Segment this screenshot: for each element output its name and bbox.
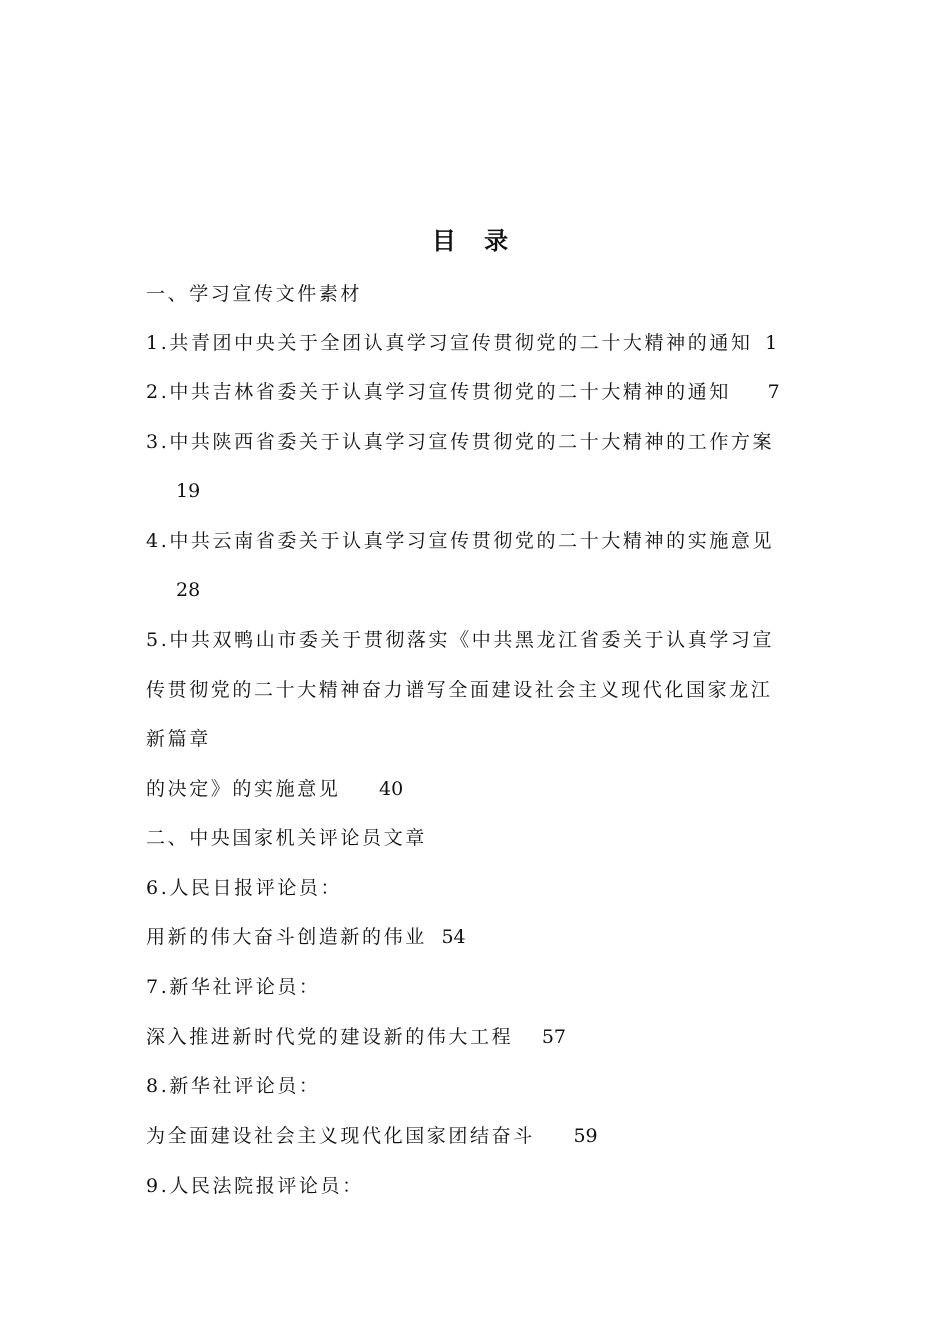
toc-entry-3: 3.中共陕西省委关于认真学习宣传贯彻党的二十大精神的工作方案: [146, 431, 775, 453]
toc-page-number-3: [176, 477, 200, 505]
toc-entry-text: 深入推进新时代党的建设新的伟大工程: [146, 1026, 514, 1048]
section-heading-1: 一、学习宣传文件素材: [146, 283, 363, 305]
section-heading-2: 二、中央国家机关评论员文章: [146, 827, 427, 849]
toc-entry-6-author: 6.人民日报评论员：: [146, 877, 343, 899]
toc-entry-8-author: 8.新华社评论员：: [146, 1075, 321, 1097]
toc-entry-text: 为全面建设社会主义现代化国家团结奋斗: [146, 1125, 535, 1147]
toc-entry-5-line-1: 5.中共双鸭山市委关于贯彻落实《中共黑龙江省委关于认真学习宣: [146, 629, 775, 651]
toc-entry-text: 1.共青团中央关于全团认真学习宣传贯彻党的二十大精神的通知: [146, 332, 753, 354]
toc-title: 目 录: [431, 226, 519, 255]
toc-entry-7: [146, 1023, 566, 1051]
toc-entry-text: 2.中共吉林省委关于认真学习宣传贯彻党的二十大精神的通知: [146, 381, 731, 403]
toc-entry-1: [146, 329, 777, 357]
toc-entry-4: 4.中共云南省委关于认真学习宣传贯彻党的二十大精神的实施意见: [146, 530, 775, 552]
toc-entry-5-line-4: [146, 775, 403, 803]
toc-page-number: 40: [379, 778, 404, 800]
toc-page-number: 57: [541, 1026, 567, 1048]
toc-entry-5-line-2: 传贯彻党的二十大精神奋力谱写全面建设社会主义现代化国家龙江: [146, 679, 773, 701]
toc-page-number-4: [176, 576, 200, 604]
toc-page-number: 1: [765, 332, 778, 354]
toc-entry-5-line-3: 新篇章: [146, 728, 211, 750]
toc-page-number: 7: [767, 381, 780, 403]
toc-entry-text: 的决定》的实施意见: [146, 778, 341, 800]
toc-page-number: 54: [441, 926, 466, 948]
toc-page-number: 28: [176, 579, 201, 601]
toc-entry-text: 用新的伟大奋斗创造新的伟业: [146, 926, 427, 948]
toc-entry-9-author: 9.人民法院报评论员：: [146, 1175, 364, 1197]
toc-page-number: 19: [176, 480, 201, 502]
toc-entry-6: [146, 923, 466, 951]
toc-entry-8: [146, 1122, 598, 1150]
toc-page-number: 59: [573, 1125, 598, 1147]
toc-entry-2: [146, 378, 780, 406]
toc-entry-7-author: 7.新华社评论员：: [146, 976, 321, 998]
